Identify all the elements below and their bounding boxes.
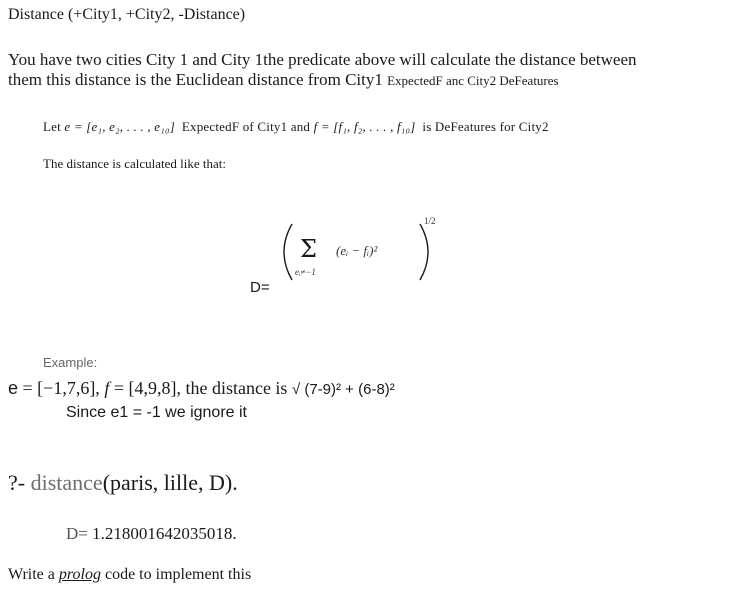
query-args: (paris, lille, D). [102, 470, 238, 495]
formula-right-paren [420, 224, 428, 280]
formula-term: (eᵢ − fᵢ)² [336, 243, 378, 258]
example-since: Since e1 = -1 we ignore it [66, 404, 247, 421]
formula-condition: eᵢ≠−1 [295, 267, 316, 277]
query-predicate: distance [30, 470, 103, 495]
formula-exponent: 1/2 [424, 216, 436, 226]
example-f-prefix: f [104, 378, 110, 398]
example-e-values: = [−1,7,6], [22, 378, 100, 398]
instruction [8, 566, 251, 584]
example-e-prefix: e [8, 378, 19, 398]
query-answer [66, 524, 237, 544]
let-prefix: Let [43, 119, 61, 134]
page-title: Distance (+City1, +City2, -Distance) [8, 6, 246, 23]
f-vector: = [f₁, f₂, . . . , f₁₀] [320, 119, 416, 134]
e-label: ExpectedF of City1 and [181, 119, 311, 134]
formula-d-label: D= [250, 279, 270, 296]
example-label: Example: [43, 355, 98, 370]
prolog-query [8, 470, 238, 496]
instruction-before: Write a [8, 566, 55, 583]
example-line [8, 378, 395, 399]
instruction-after: code to implement this [104, 566, 252, 583]
description-line-1: You have two cities City 1 and City 1the predicate above will calculate the distance between [8, 50, 637, 69]
description-line-2-small: ExpectedF anc City2 DeFeatures [387, 73, 559, 88]
example-expression: √ (7-9)² + (6-8)² [291, 381, 395, 398]
e-vector: = [e₁, e₂, . . . , e₁₀] [73, 119, 175, 134]
answer-value: 1.218001642035018. [92, 524, 237, 543]
description-line-2-main: them this distance is the Euclidean distance from City1 [8, 70, 383, 89]
answer-d-eq: D= [66, 524, 88, 543]
f-variable: f [313, 119, 318, 134]
formula-left-paren [284, 224, 292, 280]
e-variable: e [64, 119, 71, 134]
formula-sigma: Σ [300, 235, 317, 263]
example-f-values: = [4,9,8], the distance is [113, 378, 288, 398]
query-prompt: ?- [8, 470, 26, 495]
f-label: is DeFeatures for City2 [422, 119, 549, 134]
calculated-text: The distance is calculated like that: [43, 156, 227, 171]
instruction-prolog: prolog [58, 566, 101, 583]
